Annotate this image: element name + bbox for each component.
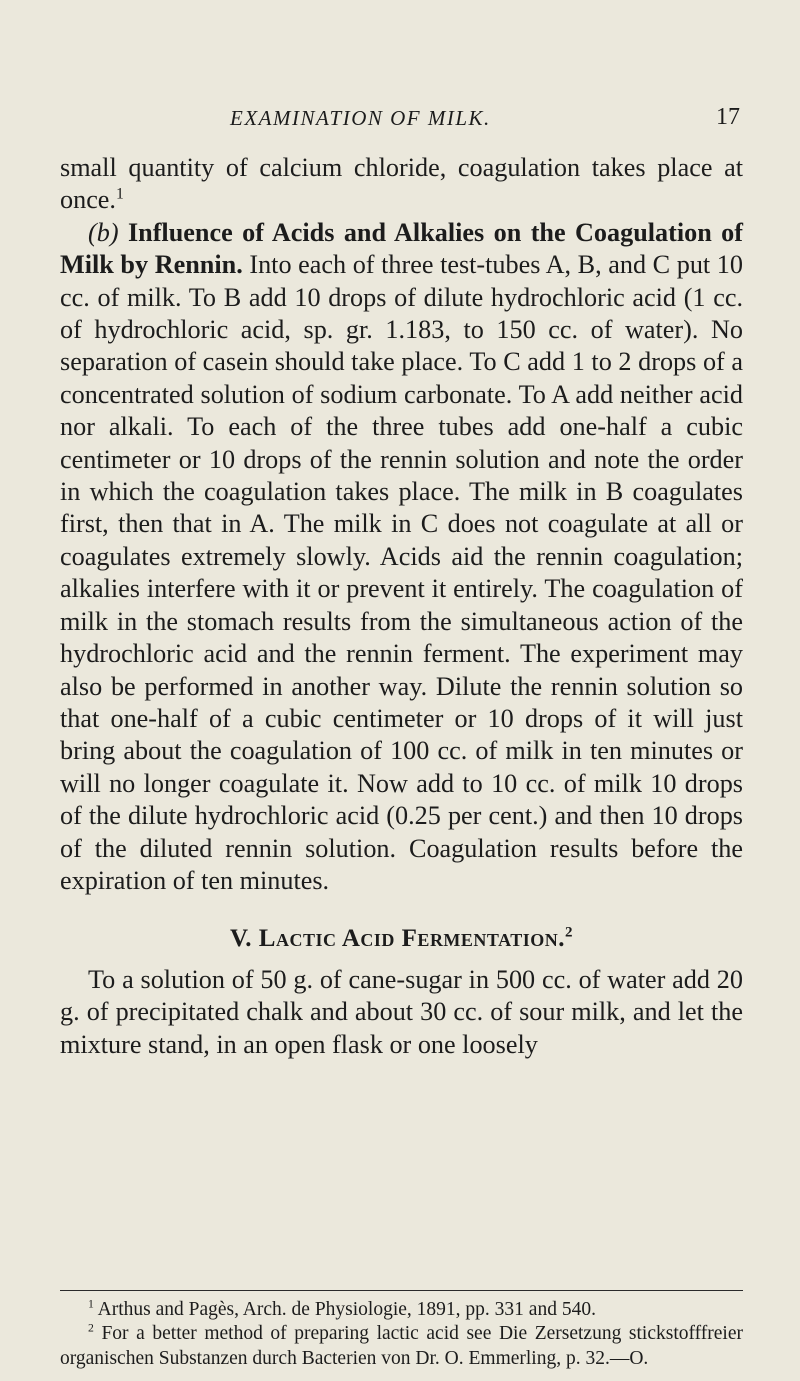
footnote-rule [60, 1290, 743, 1291]
paragraph-2 [60, 217, 743, 898]
paragraph-3-text: To a solution of 50 g. of cane-sugar in 500 cc. of water add 20 g. of precipitated chalk and about 30 cc. of sour milk, and let the mixture stand, in an open flask or one loosely [60, 964, 743, 1059]
section-heading-text: V. Lactic Acid Fermentation. [229, 925, 566, 953]
paragraph-1 [60, 152, 743, 217]
footnotes [60, 1298, 743, 1371]
page-header [0, 104, 800, 140]
footnote-2-marker: 2 [88, 1321, 94, 1335]
footnote-ref-2: 2 [565, 925, 574, 942]
body-text [60, 152, 743, 1061]
paragraph-2-text: Into each of three test-tubes A, B, and C put 10 cc. of milk. To B add 10 drops of dilute hydrochloric acid (1 cc. of hydrochloric acid, sp. gr. 1.183, to 150 cc. of water). No separation of casein should take place. To C add 1 to 2 drops of a concentrated solution of sodium carbonate. To A add neither acid nor alkali. To each of the three tubes add one-half a cubic centimeter or 10 drops of the rennin solution and note the order in which the coagulation takes place. The milk in B coagulates first, then that in A. The milk in C does not coagulate at all or coagulates extremely slowly. Acids aid the rennin coagulation; alkalies interfere with it or prevent it entirely. The coagulation of milk in the stomach results from the simultaneous action of the hydrochloric acid and the rennin ferment. The experiment may also be performed in another way. Dilute the rennin solution so that one-half of a cubic centimeter or 10 drops of it will just bring about the coagulation of 100 cc. of milk in ten minutes or will no longer coagulate it. Now add to 10 cc. of milk 10 drops of the dilute hydrochloric acid (0.25 per cent.) and then 10 drops of the diluted rennin solution. Coagulation results before the expiration of ten minutes. [60, 250, 743, 895]
page-number: 17 [716, 104, 740, 130]
footnote-1 [60, 1298, 743, 1322]
paragraph-3 [60, 964, 743, 1061]
footnote-1-marker: 1 [88, 1297, 94, 1311]
footnote-ref-1: 1 [115, 185, 124, 203]
paragraph-1-text: small quantity of calcium chloride, coagulation takes place at once. [60, 153, 743, 215]
footnote-2-text: For a better method of preparing lactic acid see Die Zersetzung stickstofffreier organischen Substanzen durch Bacterien von Dr. O. Emmerling, p. 32.—O. [60, 1323, 743, 1369]
running-head: EXAMINATION OF MILK. [230, 106, 491, 130]
paragraph-2-heading: Influence of Acids and Alkalies on the Coagulation of Milk by Rennin. [60, 217, 743, 280]
paragraph-2-label: (b) [88, 217, 119, 247]
footnote-2 [60, 1322, 743, 1371]
footnote-1-text: Arthus and Pagès, Arch. de Physiologie, 1891, pp. 331 and 540. [97, 1299, 596, 1320]
section-heading [60, 923, 743, 955]
